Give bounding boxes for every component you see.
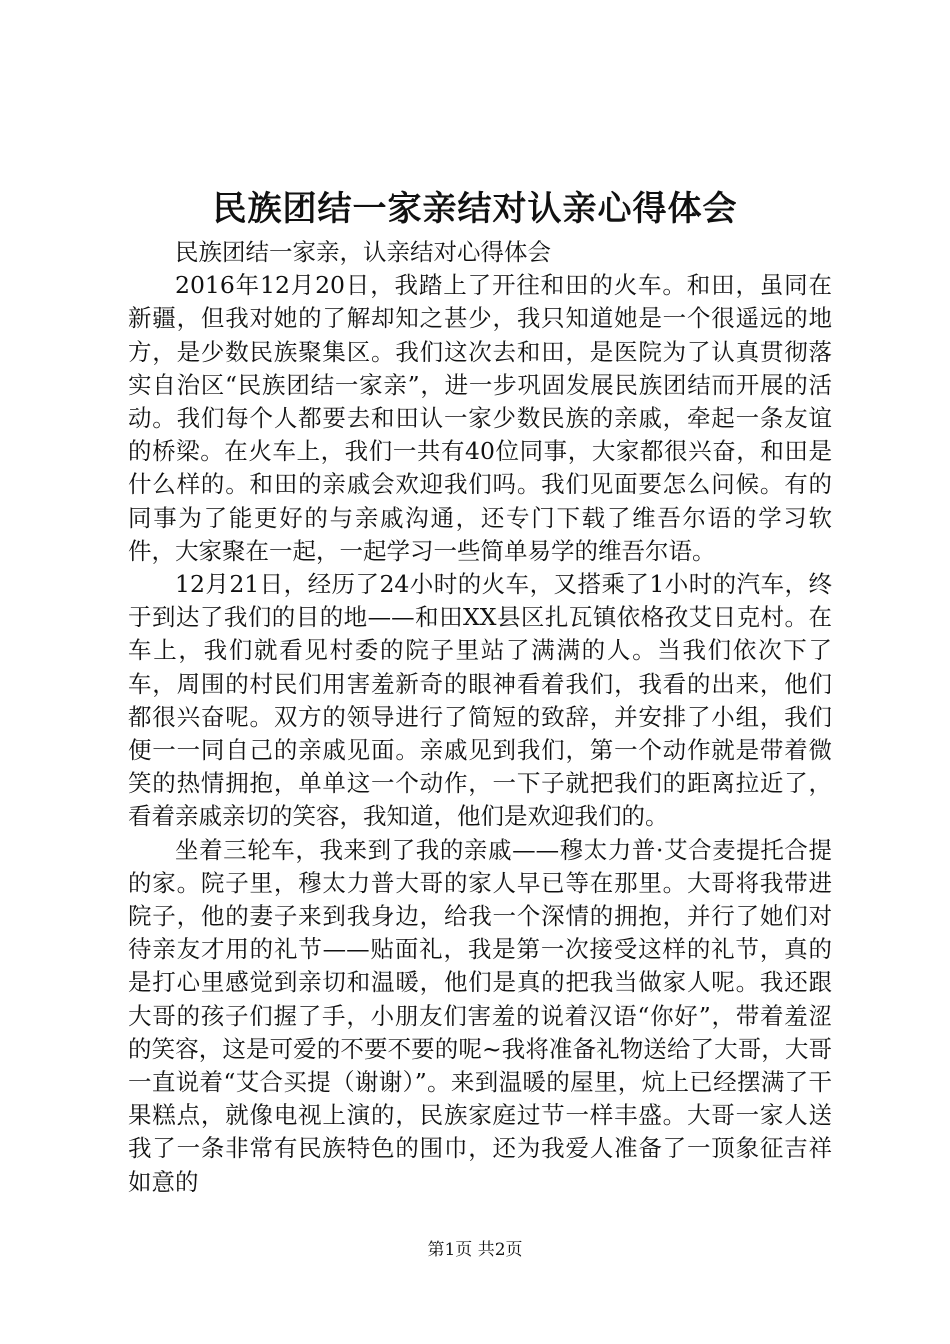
- document-body: [128, 236, 832, 1199]
- paragraph-subtitle: 民族团结一家亲，认亲结对心得体会: [175, 238, 551, 266]
- page-number-footer: 第1页 共2页: [427, 1240, 523, 1260]
- document-title: 民族团结一家亲结对认亲心得体会: [212, 189, 738, 229]
- paragraph: 坐着三轮车，我来到了我的亲戚——穆太力普·艾合麦提托合提的家。院子里，穆太力普大哥的家人早已等在那里。大哥将我带进院子，他的妻子来到我身边，给我一个深情的拥抱，并行了她们对待亲友才用的礼节——贴面礼，我是第一次接受这样的礼节，真的是打心里感觉到亲切和温暖，他们是真的把我当做家人呢。我还跟大哥的孩子们握了手，小朋友们害羞的说着汉语“你好”，带着羞涩的笑容，这是可爱的不要不要的呢~我将准备礼物送给了大哥，大哥一直说着“艾合买提（谢谢）”。来到温暖的屋里，炕上已经摆满了干果糕点，就像电视上演的，民族家庭过节一样丰盛。大哥一家人送我了一条非常有民族特色的围巾，还为我爱人准备了一顶象征吉祥如意的: [128, 835, 832, 1196]
- paragraph: 2016年12月20日，我踏上了开往和田的火车。和田，虽同在新疆，但我对她的了解却知之甚少，我只知道她是一个很遥远的地方，是少数民族聚集区。我们这次去和田，是医院为了认真贯彻落实自治区“民族团结一家亲”，进一步巩固发展民族团结而开展的活动。我们每个人都要去和田认一家少数民族的亲戚，牵起一条友谊的桥梁。在火车上，我们一共有40位同事，大家都很兴奋，和田是什么样的。和田的亲戚会欢迎我们吗。我们见面要怎么问候。有的同事为了能更好的与亲戚沟通，还专门下载了维吾尔语的学习软件，大家聚在一起，一起学习一些简单易学的维吾尔语。: [128, 271, 832, 565]
- paragraph: 12月21日，经历了24小时的火车，又搭乘了1小时的汽车，终于到达了我们的目的地——和田XX县区扎瓦镇依格孜艾日克村。在车上，我们就看见村委的院子里站了满满的人。当我们依次下了车，周围的村民们用害羞新奇的眼神看着我们，我看的出来，他们都很兴奋呢。双方的领导进行了简短的致辞，并安排了小组，我们便一一同自己的亲戚见面。亲戚见到我们，第一个动作就是带着微笑的热情拥抱，单单这一个动作，一下子就把我们的距离拉近了，看着亲戚亲切的笑容，我知道，他们是欢迎我们的。: [128, 570, 832, 831]
